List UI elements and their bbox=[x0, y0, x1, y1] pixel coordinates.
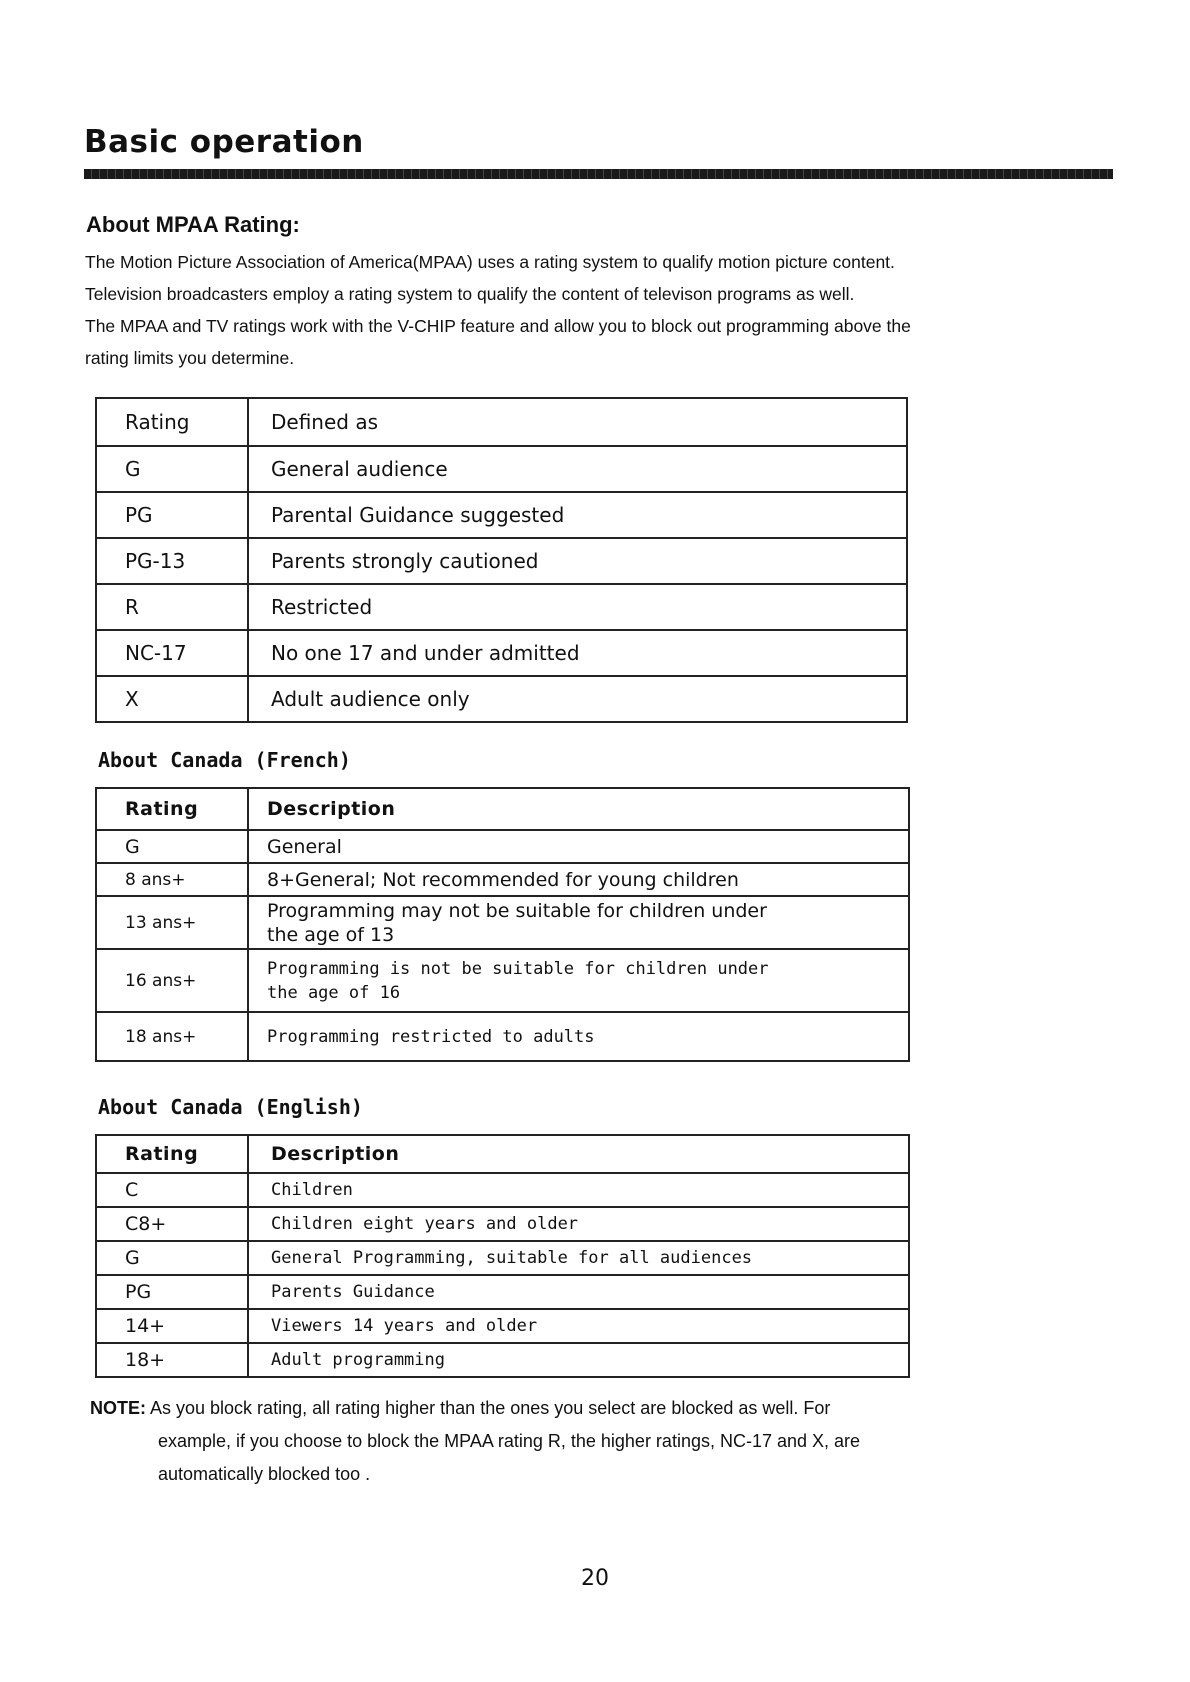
note-line bbox=[90, 1392, 1100, 1425]
definition-cell: Restricted bbox=[271, 595, 373, 619]
table-header-row bbox=[97, 399, 906, 445]
description-cell: Parents Guidance bbox=[271, 1282, 435, 1302]
table-header-row bbox=[97, 1136, 908, 1172]
description-cell bbox=[249, 950, 908, 1011]
table-row bbox=[97, 1274, 908, 1308]
rating-cell: NC-17 bbox=[97, 631, 249, 675]
intro-line: The Motion Picture Association of America(MPAA) uses a rating system to qualify motion picture content. bbox=[85, 252, 895, 272]
table-row bbox=[97, 445, 906, 491]
header-rating: Rating bbox=[97, 399, 249, 445]
table-row bbox=[97, 895, 908, 948]
header-description: Description bbox=[267, 798, 396, 820]
note-text: As you block rating, all rating higher than the ones you select are blocked as well. For bbox=[146, 1398, 831, 1418]
rating-cell: 8 ans+ bbox=[97, 864, 249, 895]
note-label: NOTE: bbox=[90, 1398, 146, 1418]
rating-cell: PG-13 bbox=[97, 539, 249, 583]
rating-cell: C bbox=[97, 1174, 249, 1206]
note-line: example, if you choose to block the MPAA rating R, the higher ratings, NC-17 and X, are bbox=[158, 1431, 861, 1451]
description-line: Programming may not be suitable for children under bbox=[267, 899, 767, 922]
mpaa-intro bbox=[85, 246, 1115, 374]
intro-line: Television broadcasters employ a rating system to qualify the content of televison programs as well. bbox=[85, 284, 855, 304]
table-row bbox=[97, 1240, 908, 1274]
table-row bbox=[97, 1172, 908, 1206]
table-row bbox=[97, 1206, 908, 1240]
definition-cell: No one 17 and under admitted bbox=[271, 641, 580, 665]
rating-cell: X bbox=[97, 677, 249, 721]
definition-cell: General audience bbox=[271, 457, 448, 481]
canada-french-table bbox=[95, 787, 910, 1062]
rating-cell: R bbox=[97, 585, 249, 629]
description-cell: General Programming, suitable for all audiences bbox=[271, 1248, 753, 1268]
table-row bbox=[97, 1308, 908, 1342]
note-line: automatically blocked too . bbox=[158, 1464, 371, 1484]
rating-cell: 16 ans+ bbox=[97, 950, 249, 1011]
description-cell: Children eight years and older bbox=[271, 1214, 579, 1234]
table-row bbox=[97, 862, 908, 895]
description-line: the age of 16 bbox=[267, 982, 401, 1003]
description-cell: Programming restricted to adults bbox=[267, 1026, 595, 1047]
rating-cell: C8+ bbox=[97, 1208, 249, 1240]
page-title: Basic operation bbox=[84, 124, 364, 160]
description-cell: General bbox=[267, 835, 342, 858]
table-row bbox=[97, 537, 906, 583]
description-cell: 8+General; Not recommended for young children bbox=[267, 868, 739, 891]
canada-french-heading: About Canada (French) bbox=[98, 748, 351, 772]
rating-cell: PG bbox=[97, 493, 249, 537]
rating-cell: G bbox=[97, 831, 249, 862]
note bbox=[90, 1392, 1100, 1491]
table-row bbox=[97, 583, 906, 629]
rating-cell: PG bbox=[97, 1276, 249, 1308]
canada-english-heading: About Canada (English) bbox=[98, 1095, 363, 1119]
intro-line: rating limits you determine. bbox=[85, 348, 295, 368]
description-cell: Viewers 14 years and older bbox=[271, 1316, 538, 1336]
definition-cell: Parents strongly cautioned bbox=[271, 549, 539, 573]
description-cell: Children bbox=[271, 1180, 353, 1200]
definition-cell: Parental Guidance suggested bbox=[271, 503, 565, 527]
rating-cell: 13 ans+ bbox=[97, 897, 249, 948]
table-row bbox=[97, 829, 908, 862]
canada-english-table bbox=[95, 1134, 910, 1378]
title-rule bbox=[84, 169, 1113, 179]
table-row bbox=[97, 629, 906, 675]
table-row bbox=[97, 948, 908, 1011]
definition-cell: Adult audience only bbox=[271, 687, 470, 711]
rating-cell: 14+ bbox=[97, 1310, 249, 1342]
table-header-row bbox=[97, 789, 908, 829]
intro-line: The MPAA and TV ratings work with the V-CHIP feature and allow you to block out programming above the bbox=[85, 316, 911, 336]
page-number: 20 bbox=[581, 1566, 609, 1591]
description-line: the age of 13 bbox=[267, 923, 395, 946]
header-description: Description bbox=[271, 1143, 400, 1165]
rating-cell: G bbox=[97, 1242, 249, 1274]
description-cell bbox=[249, 897, 908, 948]
mpaa-heading: About MPAA Rating: bbox=[86, 212, 300, 237]
table-row bbox=[97, 1342, 908, 1376]
description-cell: Adult programming bbox=[271, 1350, 445, 1370]
header-rating: Rating bbox=[97, 1136, 249, 1172]
header-defined-as: Defined as bbox=[271, 410, 379, 434]
table-row bbox=[97, 1011, 908, 1060]
header-rating: Rating bbox=[97, 789, 249, 829]
rating-cell: 18+ bbox=[97, 1344, 249, 1376]
description-line: Programming is not be suitable for children under bbox=[267, 958, 769, 979]
table-row bbox=[97, 675, 906, 721]
rating-cell: G bbox=[97, 447, 249, 491]
table-row bbox=[97, 491, 906, 537]
rating-cell: 18 ans+ bbox=[97, 1013, 249, 1060]
mpaa-rating-table bbox=[95, 397, 908, 723]
